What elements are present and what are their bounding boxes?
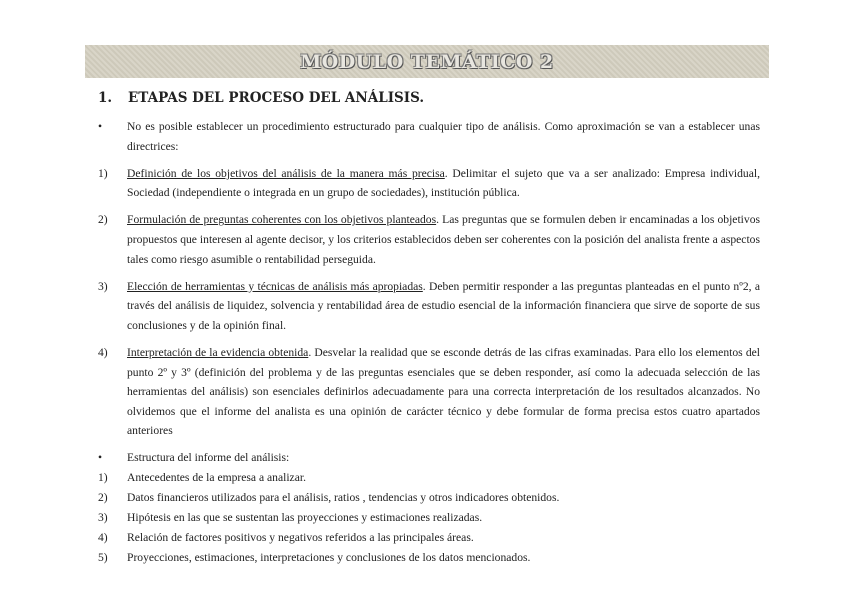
intro-text: No es posible establecer un procedimiento estructurado para cualquier tipo de análisis. Como aproximación se van a establecer unas directrices: — [127, 120, 760, 153]
section-title: ETAPAS DEL PROCESO DEL ANÁLISIS. — [128, 90, 425, 106]
report-item — [98, 508, 760, 528]
report-text: Hipótesis en las que se sustentan las proyecciones y estimaciones realizadas. — [127, 511, 483, 525]
bullet: • — [98, 120, 103, 133]
step-marker: 3) — [98, 279, 108, 293]
step-title: Elección de herramientas y técnicas de análisis más apropiadas — [127, 279, 423, 293]
step-marker: 1) — [98, 166, 108, 180]
report-item — [98, 468, 760, 488]
step-item — [98, 210, 760, 269]
report-title: Estructura del informe del análisis: — [127, 451, 290, 465]
step-text: . Las preguntas que se formulen deben ir encaminadas a los objetivos propuestos que interesen al agente decisor, y los criterios establecidos deben ser coherentes con la posición del analista frente a aspectos tales como riesgo asumible o rentabilidad perseguida. — [127, 213, 761, 266]
step-title: Formulación de preguntas coherentes con los objetivos planteados — [127, 213, 437, 227]
step-marker: 2) — [98, 213, 108, 227]
report-marker: 5) — [98, 551, 108, 565]
report-marker: 3) — [98, 511, 108, 525]
module-banner — [85, 45, 769, 78]
module-title: MÓDULO TEMÁTICO 2 — [300, 50, 554, 73]
bullet: • — [98, 451, 103, 465]
report-marker: 4) — [98, 531, 108, 545]
step-title: Definición de los objetivos del análisis de la manera más precisa — [127, 166, 445, 180]
report-heading — [98, 448, 760, 468]
step-title: Interpretación de la evidencia obtenida — [127, 345, 309, 359]
report-text: Proyecciones, estimaciones, interpretaciones y conclusiones de los datos mencionados. — [127, 551, 531, 565]
step-text: . Delimitar el sujeto que va a ser analizado: Empresa individual, Sociedad (independiente o integrada en un grupo de sociedades), institución pública. — [127, 166, 760, 200]
intro-paragraph — [98, 117, 760, 156]
report-marker: 2) — [98, 491, 108, 505]
section-heading — [98, 90, 424, 106]
section-number: 1. — [98, 90, 113, 106]
report-item — [98, 548, 760, 568]
content-list — [98, 117, 760, 568]
step-item — [98, 277, 760, 336]
step-item — [98, 164, 760, 203]
step-item — [98, 343, 760, 441]
report-marker: 1) — [98, 471, 108, 485]
report-text: Antecedentes de la empresa a analizar. — [127, 471, 306, 485]
report-text: Relación de factores positivos y negativos referidos a las principales áreas. — [127, 531, 474, 545]
report-text: Datos financieros utilizados para el análisis, ratios , tendencias y otros indicadores obtenidos. — [127, 491, 560, 505]
step-marker: 4) — [98, 345, 108, 359]
step-text: . Deben permitir responder a las preguntas planteadas en el punto nº2, a través del análisis de liquidez, solvencia y rentabilidad área de estudio esencial de la información financiera que sirve de soporte de sus conclusiones y de la opinión final. — [127, 279, 760, 332]
report-item — [98, 488, 760, 508]
step-text: . Desvelar la realidad que se esconde detrás de las cifras examinadas. Para ello los elementos del punto 2º y 3º (definición del problema y de las preguntas esenciales que se deben responder, así como la adecuada selección de las herramientas del análisis) son esenciales definirlos adecuadamente para una correcta interpretación de los resultados alcanzados. No olvidemos que el informe del analista es una opinión de carácter técnico y debe formular de forma precisa estos cuatro apartados anteriores — [127, 345, 760, 438]
report-item — [98, 528, 760, 548]
